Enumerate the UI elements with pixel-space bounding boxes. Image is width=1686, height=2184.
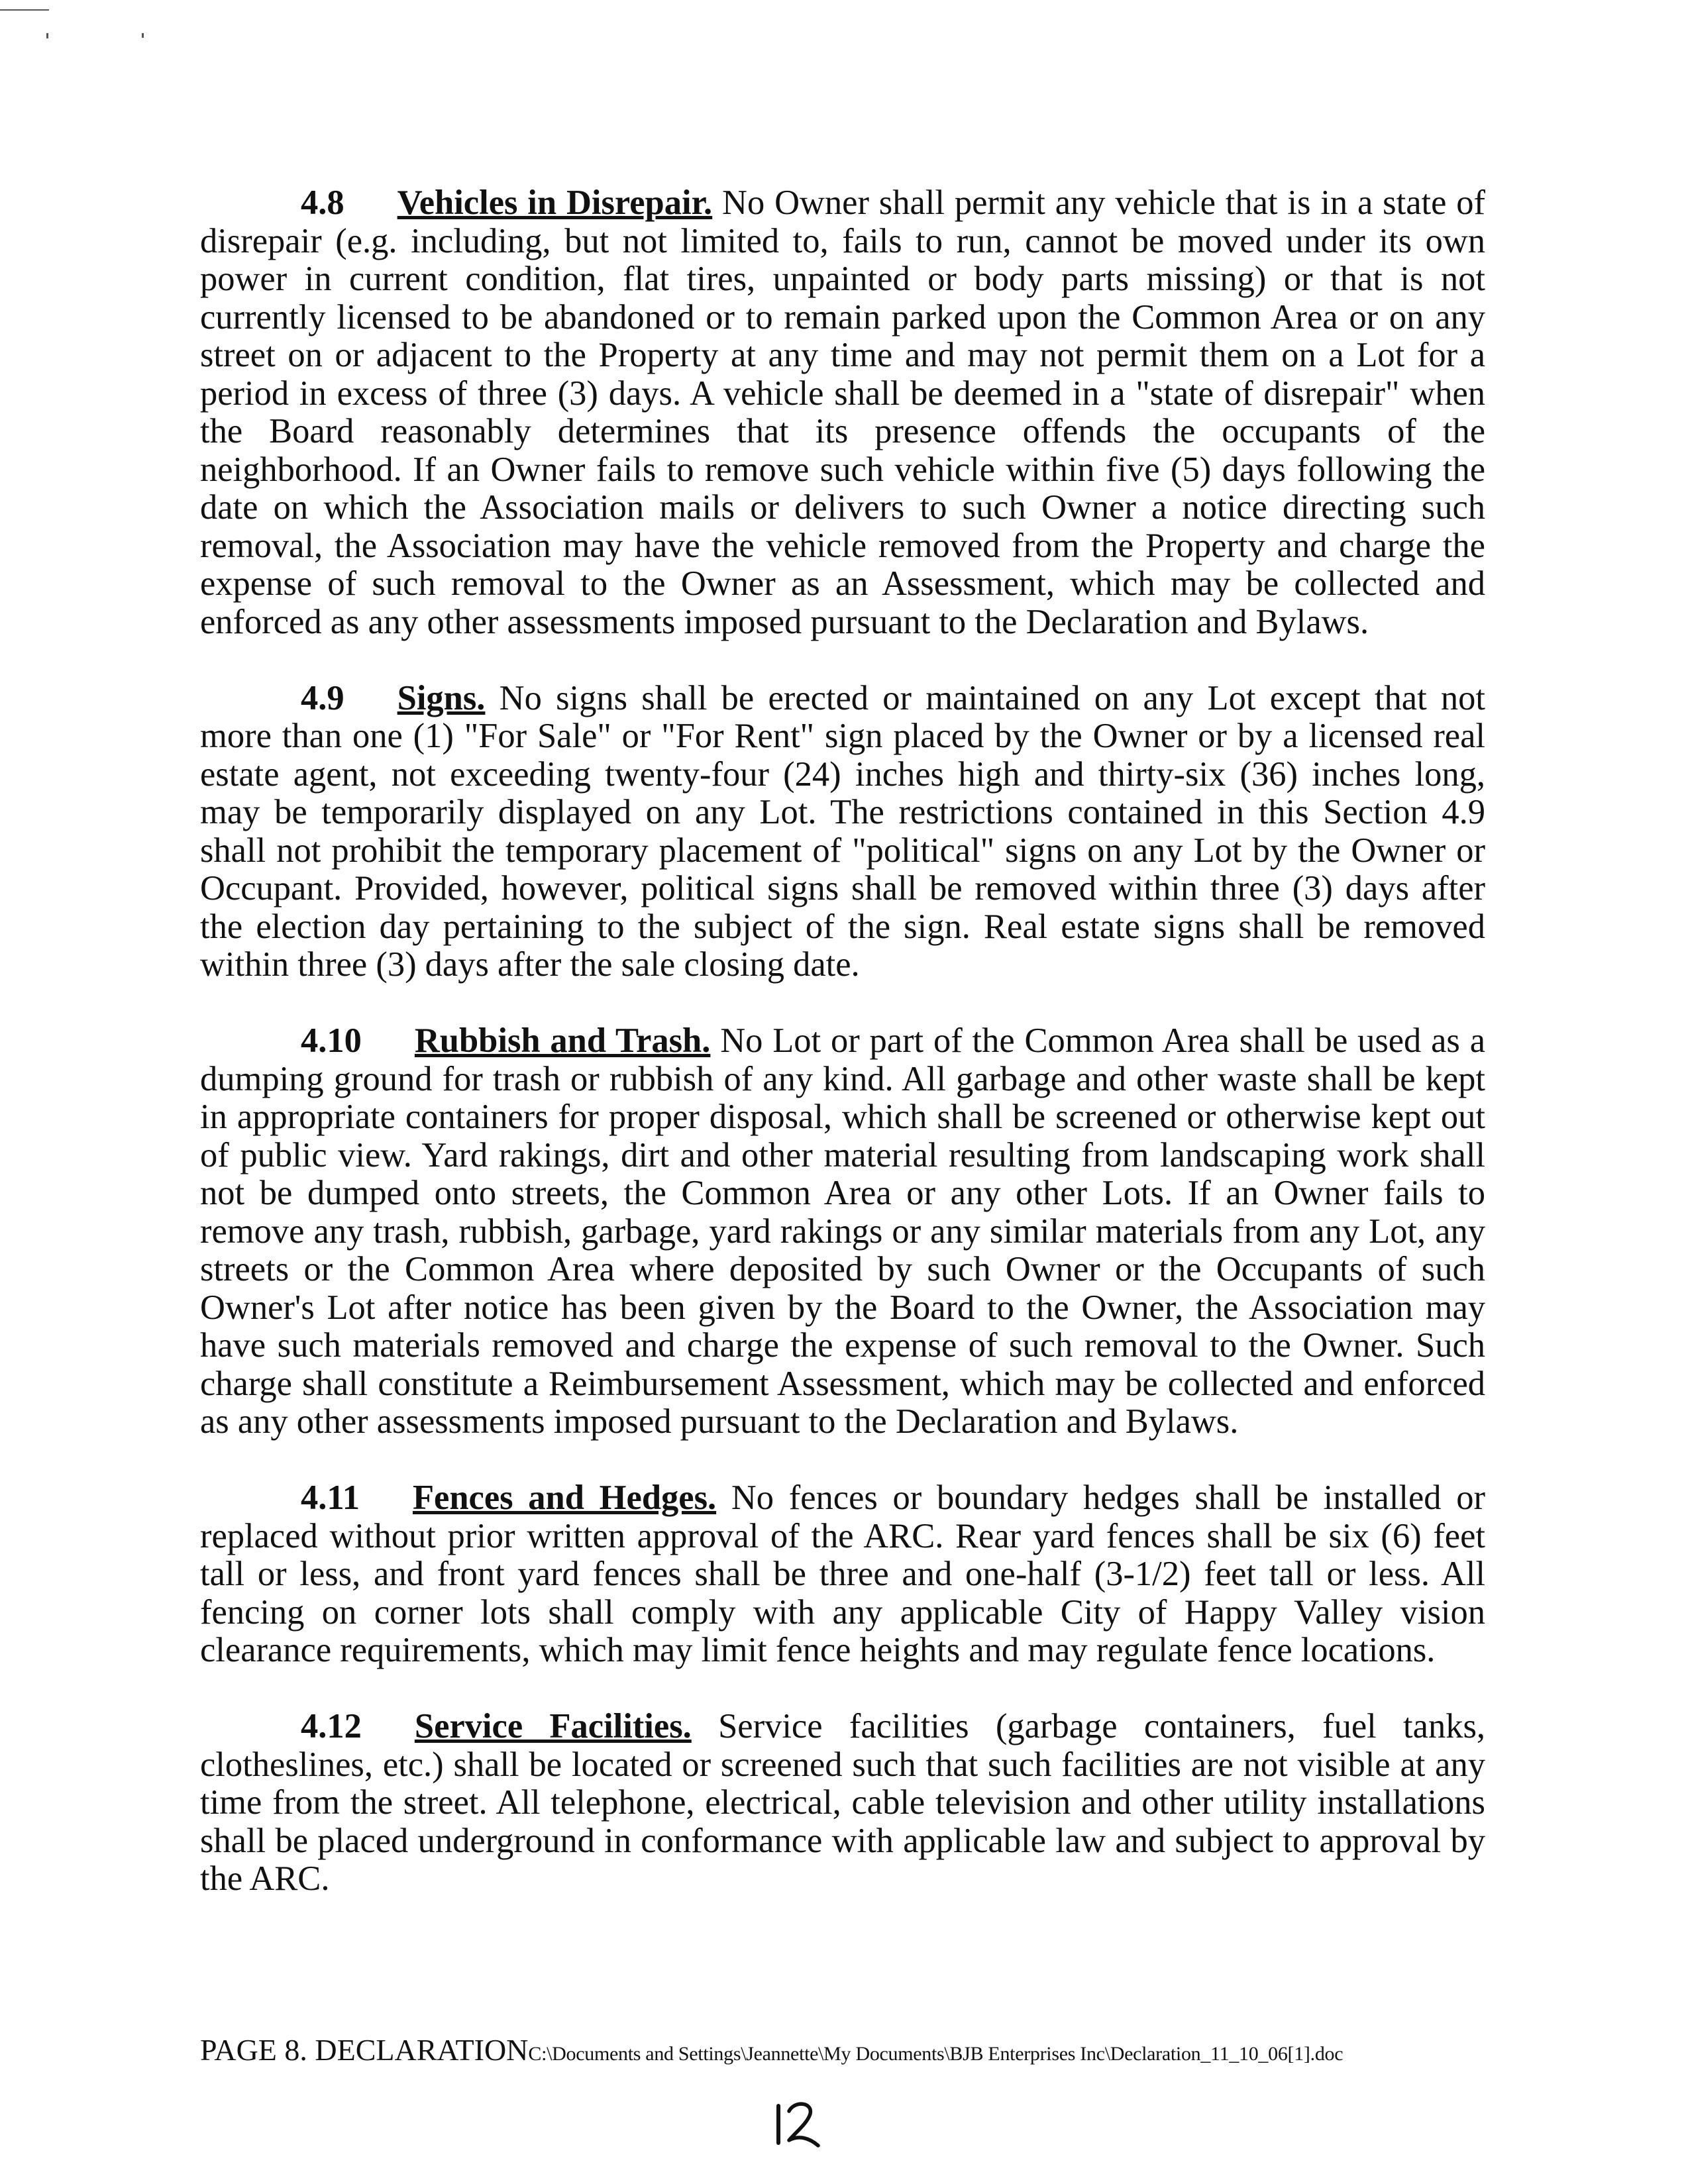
scan-artifact-line xyxy=(0,9,49,11)
handwritten-page-number xyxy=(772,2097,825,2150)
section-number: 4.10 xyxy=(301,1021,362,1060)
page-footer xyxy=(200,2032,1343,2067)
section-number: 4.8 xyxy=(301,183,344,222)
section-number: 4.11 xyxy=(301,1479,360,1517)
footer-file-path: C:\Documents and Settings\Jeannette\My Documents\BJB Enterprises Inc\Declaration_11_10_06[1].doc xyxy=(528,2043,1344,2065)
section-number: 4.9 xyxy=(301,678,344,717)
section-4-11 xyxy=(200,1479,1485,1670)
section-title: Fences and Hedges. xyxy=(412,1479,717,1517)
section-number: 4.12 xyxy=(301,1707,362,1745)
section-4-9 xyxy=(200,680,1485,984)
section-title: Service Facilities. xyxy=(414,1707,692,1745)
section-body: No signs shall be erected or maintained on any Lot except that not more than one (1) "For Sale" or "For Rent" sign placed by the Owner or by a licensed real estate agent, not exceeding twenty-four (24) inches high and thirty-six (36) inches long, may be temporarily displayed on any Lot. The restrictions contained in this Section 4.9 shall not prohibit the temporary placement of "political" signs on any Lot by the Owner or Occupant. Provided, however, political signs shall be removed within three (3) days after the election day pertaining to the subject of the sign. Real estate signs shall be removed within three (3) days after the sale closing date. xyxy=(200,678,1485,984)
section-4-12 xyxy=(200,1708,1485,1898)
section-body: Service facilities (garbage containers, fuel tanks, clotheslines, etc.) shall be located or screened such that such facilities are not visible at any time from the street. All telephone, electrical, cable television and other utility installations shall be placed underground in conformance with applicable law and subject to approval by the ARC. xyxy=(200,1707,1486,1898)
scan-artifact-dot xyxy=(142,33,144,38)
section-title: Signs. xyxy=(397,678,486,717)
section-body: No fences or boundary hedges shall be installed or replaced without prior written approval of the ARC. Rear yard fences shall be six (6) feet tall or less, and front yard fences shall be three and one-half (3-1/2) feet tall or less. All fencing on corner lots shall comply with any applicable City of Happy Valley vision clearance requirements, which may limit fence heights and may regulate fence locations. xyxy=(200,1479,1485,1669)
section-body: No Lot or part of the Common Area shall be used as a dumping ground for trash or rubbish of any kind. All garbage and other waste shall be kept in appropriate containers for proper disposal, which shall be screened or otherwise kept out of public view. Yard rakings, dirt and other material resulting from landscaping work shall not be dumped onto streets, the Common Area or any other Lots. If an Owner fails to remove any trash, rubbish, garbage, yard rakings or any similar materials from any Lot, any streets or the Common Area where deposited by such Owner or the Occupants of such Owner's Lot after notice has been given by the Board to the Owner, the Association may have such materials removed and charge the expense of such removal to the Owner. Such charge shall constitute a Reimbursement Assessment, which may be collected and enforced as any other assessments imposed pursuant to the Declaration and Bylaws. xyxy=(200,1021,1485,1441)
section-body: No Owner shall permit any vehicle that is in a state of disrepair (e.g. including, but not limited to, fails to run, cannot be moved under its own power in current condition, flat tires, unpainted or body parts missing) or that is not currently licensed to be abandoned or to remain parked upon the Common Area or on any street on or adjacent to the Property at any time and may not permit them on a Lot for a period in excess of three (3) days. A vehicle shall be deemed in a "state of disrepair" when the Board reasonably determines that its presence offends the occupants of the neighborhood. If an Owner fails to remove such vehicle within five (5) days following the date on which the Association mails or delivers to such Owner a notice directing such removal, the Association may have the vehicle removed from the Property and charge the expense of such removal to the Owner as an Assessment, which may be collected and enforced as any other assessments imposed pursuant to the Declaration and Bylaws. xyxy=(200,183,1485,641)
section-title: Vehicles in Disrepair. xyxy=(397,183,713,222)
section-title: Rubbish and Trash. xyxy=(414,1021,711,1060)
scan-artifact-dot xyxy=(46,33,48,38)
section-4-8 xyxy=(200,184,1485,641)
footer-document-name: DECLARATION xyxy=(315,2033,529,2067)
footer-page-label: PAGE 8. xyxy=(200,2033,307,2067)
document-body xyxy=(200,184,1485,1936)
section-4-10 xyxy=(200,1022,1485,1441)
